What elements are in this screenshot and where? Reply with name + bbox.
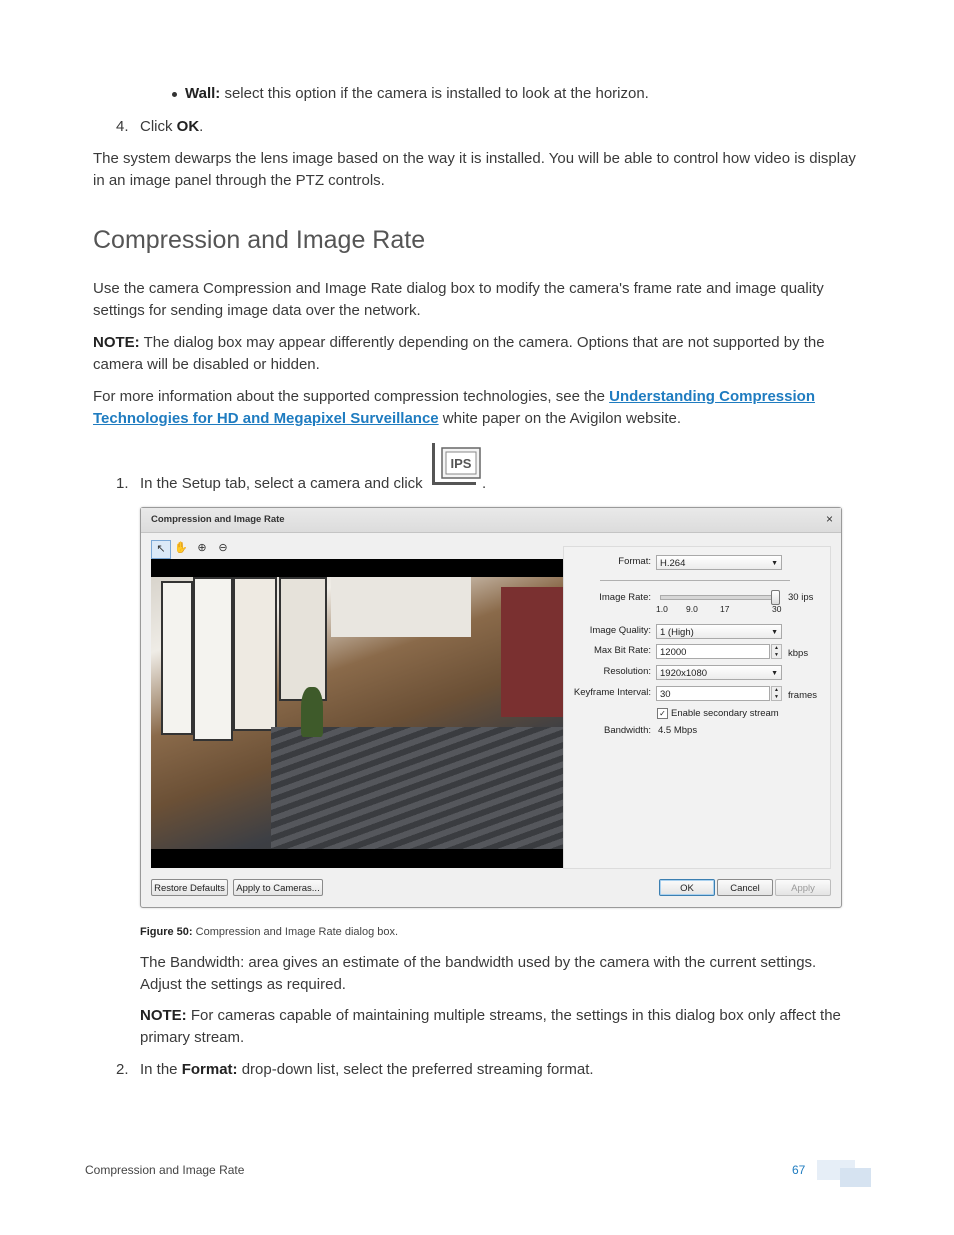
window-pane [279,577,327,701]
bullet-wall [172,83,649,105]
secondary-stream-label: Enable secondary stream [671,708,779,719]
slider-handle[interactable] [771,590,780,605]
figure-caption [140,926,398,938]
zoom-out-icon[interactable]: ⊖ [218,542,228,554]
max-bit-rate-unit: kbps [788,648,809,659]
settings-panel [563,546,831,869]
bullet-term: Wall: [185,85,221,102]
chevron-down-icon: ▼ [771,629,778,636]
apply-button[interactable]: Apply [775,879,831,896]
bandwidth-label: Bandwidth: [603,725,651,736]
pan-hand-icon[interactable]: ✋ [174,542,188,554]
keyframe-interval-input[interactable]: 30 [656,686,770,701]
step-4-text [140,116,203,138]
ips-icon-label: IPS [450,456,472,471]
tick-label: 30 [772,604,782,614]
divider [600,580,790,581]
image-rate-label: Image Rate: [599,592,651,603]
bandwidth-value: 4.5 Mbps [658,725,698,736]
step-1-text: In the Setup tab, select a camera and click [140,475,423,492]
step-post: . [199,118,204,135]
zoom-in-icon[interactable]: ⊕ [197,542,207,554]
step-4 [116,116,129,138]
tick-label: 9.0 [686,604,698,614]
image-rate-value: 30 ips [788,592,814,603]
step-2-text [140,1059,594,1081]
image-quality-select[interactable] [656,624,782,639]
step-bold: Format: [181,1061,238,1078]
step-1-post: . [482,475,487,492]
tick-label: 1.0 [656,604,668,614]
window-pane [161,581,193,735]
image-rate-slider[interactable] [660,595,780,600]
format-select[interactable] [656,555,782,570]
image-quality-label: Image Quality: [589,625,651,636]
step-number: 4. [116,118,129,135]
note-label: NOTE: [93,334,140,351]
spinner-arrows-icon[interactable]: ▲ ▼ [771,644,782,659]
secondary-stream-checkbox[interactable]: ✓ [657,708,668,719]
compression-dialog [140,507,842,908]
restore-defaults-button[interactable]: Restore Defaults [151,879,228,896]
resolution-label: Resolution: [603,666,651,677]
step-pre: In the [140,1061,182,1078]
step-pre: Click [140,118,177,135]
note-2 [140,1005,860,1048]
apply-to-cameras-button[interactable]: Apply to Cameras... [233,879,323,896]
note-text: For cameras capable of maintaining multiple streams, the settings in this dialog box only affect the primary stream. [140,1007,841,1046]
link-line-1: Understanding Compression [609,388,815,405]
bullet-dot [172,92,177,97]
step-bold: OK [176,118,200,135]
tick-label: 17 [720,604,730,614]
link-line-2: Technologies for HD and Megapixel Surveillance [93,409,439,427]
resolution-select[interactable] [656,665,782,680]
spinner-arrows-icon[interactable]: ▲ ▼ [771,686,782,701]
caption-label: Figure 50: [140,926,193,938]
max-bit-rate-input[interactable]: 12000 [656,644,770,659]
para-intro: Use the camera Compression and Image Rate dialog box to modify the camera's frame rate and image quality settings for sending image data over the network. [93,280,824,319]
para-dewarp: The system dewarps the lens image based on the way it is installed. You will be able to control how video is display in an image panel through the PTZ controls. [93,150,856,189]
section-heading: Compression and Image Rate [93,226,426,254]
step-post: drop-down list, select the preferred streaming format. [237,1061,594,1078]
cancel-button[interactable]: Cancel [717,879,773,896]
step-2-number: 2. [116,1061,129,1078]
image-quality-value: 1 (High) [660,627,694,638]
caption-text: Compression and Image Rate dialog box. [192,926,399,938]
para-more-info [93,386,863,429]
note-label: NOTE: [140,1007,187,1024]
ips-icon [430,441,482,487]
footer-decoration [840,1168,871,1187]
window-pane [193,577,233,741]
resolution-value: 1920x1080 [660,668,708,679]
note-text: The dialog box may appear differently depending on the camera. Options that are not supported by the camera will be disabled or hidden. [93,334,825,373]
chevron-down-icon: ▼ [771,670,778,677]
keyframe-interval-label: Keyframe Interval: [573,687,651,698]
potted-plant [301,687,323,737]
chevron-down-icon: ▼ [771,560,778,567]
max-bit-rate-label: Max Bit Rate: [593,645,651,656]
para-more-pre: For more information about the supported compression technologies, see the [93,388,610,405]
keyframe-interval-unit: frames [788,690,818,701]
dialog-title: Compression and Image Rate [151,514,285,525]
footer-section: Compression and Image Rate [85,1163,245,1177]
pointer-icon[interactable]: ↖ [151,540,171,559]
para-more-post: white paper on the Avigilon website. [438,409,682,427]
bullet-text: select this option if the camera is installed to look at the horizon. [220,85,649,102]
dialog-titlebar [141,508,841,533]
format-value: H.264 [660,558,686,569]
staircase [271,727,571,849]
camera-scene-image [151,577,563,849]
note-1 [93,332,863,375]
para-bandwidth: The Bandwidth: area gives an estimate of the bandwidth used by the camera with the current settings. Adjust the settings as required. [140,954,817,993]
window-pane [233,577,277,731]
close-icon[interactable]: × [825,512,833,526]
camera-preview[interactable] [151,559,563,868]
step-1-number: 1. [116,475,129,492]
ceiling [331,577,471,637]
ok-button[interactable]: OK [659,879,715,896]
page-number: 67 [792,1163,806,1177]
format-label: Format: [618,556,651,567]
